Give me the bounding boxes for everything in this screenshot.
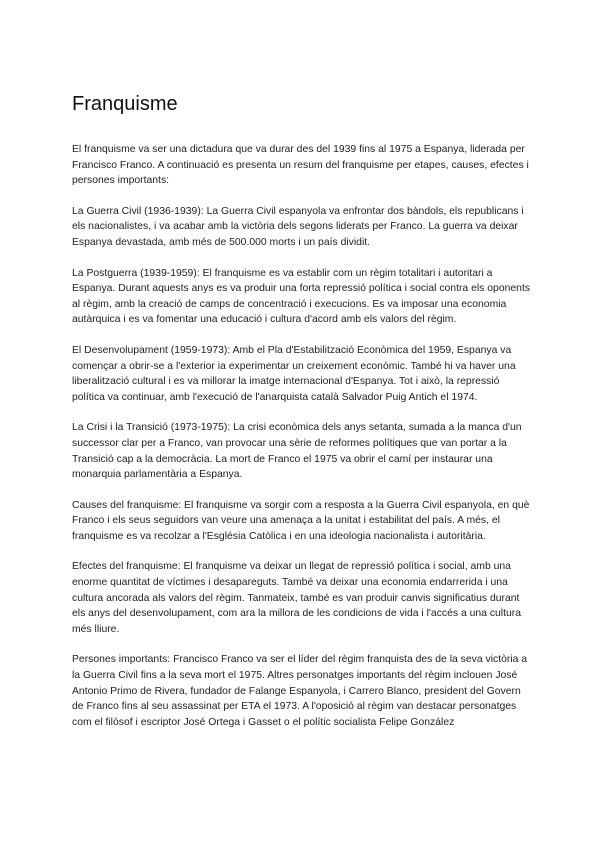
effects-paragraph: Efectes del franquisme: El franquisme va deixar un llegat de repressió política i social, amb una enorme quantitat de víctimes i desapareguts. També va deixar una economia endarrerida i una cultura ancorada als valors del règim. Tanmateix, també es van produir canvis significatius durant els anys del desenvolupament, com ara la millora de les condicions de vida i l'accés a una cultura més lliure.: [72, 561, 522, 635]
crisis-transition-paragraph: La Crisi i la Transició (1973-1975): La crisi econòmica dels anys setanta, sumada a la manca d'un successor clar per a Franco, van provocar una sèrie de reformes polítiques que van portar a la Transició cap a la democràcia. La mort de Franco el 1975 va obrir el camí per instaurar una monarquia parlamentària a Espanya.: [72, 422, 522, 481]
development-paragraph: El Desenvolupament (1959-1973): Amb el Pla d'Estabilització Econòmica del 1959, Espanya va començar a obrir-se a l'exterior ia experimentar un creixement econòmic. També hi va haver una liberalització cultural i es va millorar la imatge internacional d'Espanya. Tot i això, la repressió política va continuar, amb l'execució de l'anarquista català Salvador Puig Antich el 1974.: [72, 344, 516, 403]
intro-paragraph: El franquisme va ser una dictadura que va durar des del 1939 fins al 1975 a Espanya, liderada per Francisco Franco. A continuació es presenta un resum del franquisme per etapes, causes, efectes i persones importants:: [72, 144, 529, 187]
important-people-paragraph: Persones importants: Francisco Franco va ser el líder del règim franquista des de la seva victòria a la Guerra Civil fins a la seva mort el 1975. Altres personatges importants del règim inclouen José Antonio Primo de Rivera, fundador de Falange Espanyola, i Carrero Blanco, president del Govern de Franco fins al seu assassinat per ETA el 1973. A l'oposició al règim van destacar personatges com el filòsof i escriptor José Ortega i Gasset o el polític socialista Felipe González: [72, 654, 528, 728]
document-page: [72, 92, 532, 745]
page-title: Franquisme: [72, 93, 178, 115]
causes-paragraph: Causes del franquisme: El franquisme va sorgir com a resposta a la Guerra Civil espanyola, en què Franco i els seus seguidors van veure una amenaça a la unitat i estabilitat del país. A més, el franquisme es va recolzar a l'Església Catòlica i en una ideologia nacionalista i autoritària.: [72, 499, 530, 542]
civil-war-paragraph: La Guerra Civil (1936-1939): La Guerra Civil espanyola va enfrontar dos bàndols, els republicans i els nacionalistes, i va acabar amb la victòria dels segons liderats per Franco. La guerra va deixar Espanya devastada, amb més de 500.000 morts i un país dividit.: [72, 205, 524, 248]
postwar-paragraph: La Postguerra (1939-1959): El franquisme es va establir com un règim totalitari i autoritari a Espanya. Durant aquests anys es va produir una forta repressió política i social contra els oponents al règim, amb la creació de camps de concentració i execucions. Es va imposar una economia autàrquica i es va fomentar una educació i cultura d'acord amb els valors del règim.: [72, 267, 531, 326]
